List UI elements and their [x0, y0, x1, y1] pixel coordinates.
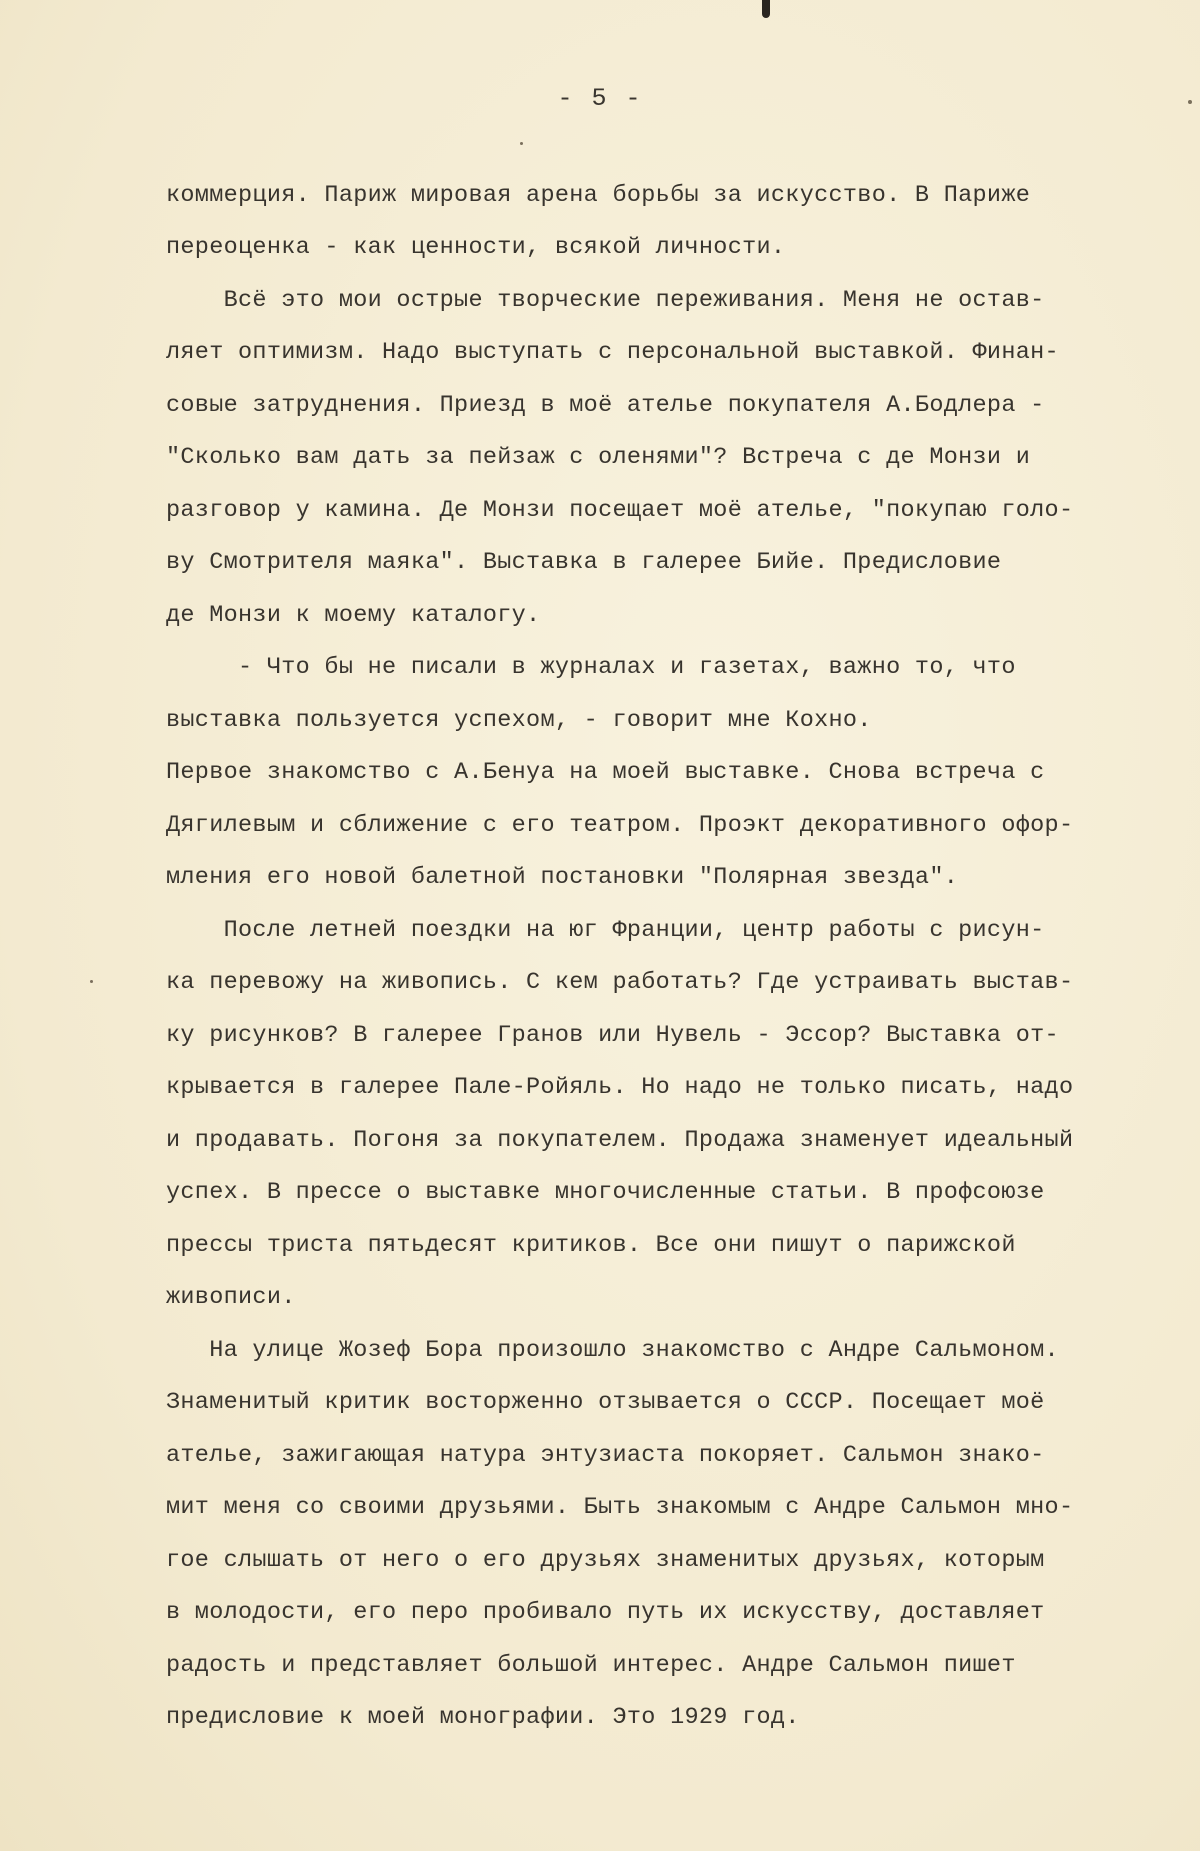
- text-line: переоценка - как ценности, всякой личности.: [166, 234, 786, 261]
- text-line: предисловие к моей монографии. Это 1929 год.: [166, 1704, 800, 1731]
- text-line: ка перевожу на живопись. С кем работать? Где устраивать выстав-: [166, 969, 1074, 996]
- text-line: Дягилевым и сближение с его театром. Проэкт декоративного офор-: [166, 812, 1074, 839]
- ink-mark: [762, 0, 770, 18]
- text-line: коммерция. Париж мировая арена борьбы за искусство. В Париже: [166, 182, 1031, 209]
- text-line: ляет оптимизм. Надо выступать с персональной выставкой. Финан-: [166, 339, 1059, 366]
- text-line: выставка пользуется успехом, - говорит мне Кохно.: [166, 707, 872, 734]
- text-line: мления его новой балетной постановки "Полярная звезда".: [166, 864, 959, 891]
- text-line: крывается в галерее Пале-Ройяль. Но надо не только писать, надо: [166, 1074, 1074, 1101]
- text-line: Знаменитый критик восторженно отзывается о СССР. Посещает моё: [166, 1389, 1045, 1416]
- page-number: - 5 -: [557, 84, 643, 113]
- text-line: Всё это мои острые творческие переживания. Меня не остав-: [166, 287, 1045, 314]
- text-line: прессы триста пятьдесят критиков. Все они пишут о парижской: [166, 1232, 1016, 1259]
- text-line: ву Смотрителя маяка". Выставка в галерее Бийе. Предисловие: [166, 549, 1002, 576]
- text-line: де Монзи к моему каталогу.: [166, 602, 541, 629]
- text-line: в молодости, его перо пробивало путь их искусству, доставляет: [166, 1599, 1045, 1626]
- text-line: На улице Жозеф Бора произошло знакомство с Андре Сальмоном.: [166, 1337, 1059, 1364]
- text-line: ателье, зажигающая натура энтузиаста покоряет. Сальмон знако-: [166, 1442, 1045, 1469]
- paper-speck: [90, 980, 93, 983]
- text-line: "Сколько вам дать за пейзаж с оленями"? Встреча с де Монзи и: [166, 444, 1031, 471]
- text-line: живописи.: [166, 1284, 296, 1311]
- text-line: совые затруднения. Приезд в моё ателье покупателя А.Бодлера -: [166, 392, 1045, 419]
- text-line: радость и представляет большой интерес. Андре Сальмон пишет: [166, 1652, 1016, 1679]
- text-line: После летней поездки на юг Франции, центр работы с рисун-: [166, 917, 1045, 944]
- text-line: разговор у камина. Де Монзи посещает моё ателье, "покупаю голо-: [166, 497, 1074, 524]
- text-line: и продавать. Погоня за покупателем. Продажа знаменует идеальный: [166, 1127, 1074, 1154]
- text-line: успех. В прессе о выставке многочисленные статьи. В профсоюзе: [166, 1179, 1045, 1206]
- text-line: Первое знакомство с А.Бенуа на моей выставке. Снова встреча с: [166, 759, 1045, 786]
- paper-speck: [520, 142, 523, 145]
- text-line: мит меня со своими друзьями. Быть знакомым с Андре Сальмон мно-: [166, 1494, 1074, 1521]
- text-line: - Что бы не писали в журналах и газетах, важно то, что: [166, 654, 1016, 681]
- text-line: гое слышать от него о его друзьях знаменитых друзьях, которым: [166, 1547, 1045, 1574]
- text-line: ку рисунков? В галерее Гранов или Нувель - Эссор? Выставка от-: [166, 1022, 1059, 1049]
